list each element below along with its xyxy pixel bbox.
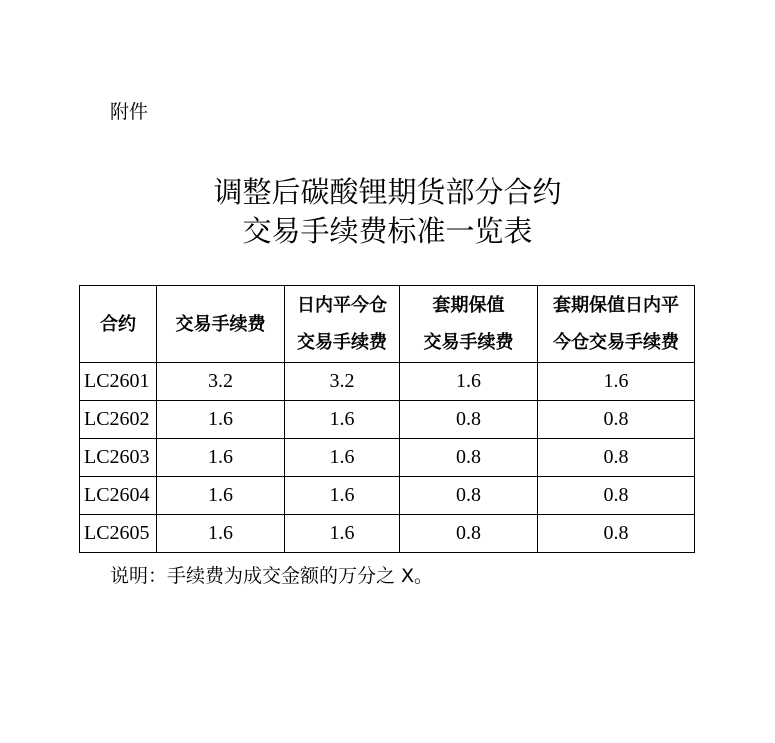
cell-contract: LC2602: [80, 401, 157, 439]
cell-trading-fee: 3.2: [157, 363, 285, 401]
cell-hedging-intraday-close-fee: 0.8: [538, 477, 695, 515]
table-row: [80, 363, 695, 401]
attachment-label: 附件: [110, 101, 149, 123]
header-trading-fee: [157, 286, 285, 363]
fee-note: 说明：手续费为成交金额的万分之 X。: [110, 565, 434, 587]
cell-hedging-intraday-close-fee: 1.6: [538, 363, 695, 401]
header-hedging-fee-line-1: 套期保值: [432, 295, 505, 316]
header-hedging-intraday-close-fee-line-2: 今仓交易手续费: [553, 332, 679, 353]
header-hedging-fee: [400, 286, 538, 363]
header-hedging-fee-line-2: 交易手续费: [423, 332, 514, 353]
fee-table: [79, 285, 695, 553]
cell-contract: LC2603: [80, 439, 157, 477]
cell-intraday-close-fee: 1.6: [285, 515, 400, 553]
cell-hedging-intraday-close-fee: 0.8: [538, 515, 695, 553]
cell-hedging-intraday-close-fee: 0.8: [538, 439, 695, 477]
table-header-row: [80, 286, 695, 363]
cell-intraday-close-fee: 1.6: [285, 477, 400, 515]
header-contract: [80, 286, 157, 363]
cell-intraday-close-fee: 1.6: [285, 401, 400, 439]
header-intraday-close-fee-line-2: 交易手续费: [297, 332, 387, 353]
cell-contract: LC2604: [80, 477, 157, 515]
cell-hedging-fee: 0.8: [400, 477, 538, 515]
cell-intraday-close-fee: 1.6: [285, 439, 400, 477]
table-row: [80, 401, 695, 439]
header-contract-label: 合约: [100, 313, 136, 335]
header-hedging-intraday-close-fee-line-1: 套期保值日内平: [553, 295, 679, 316]
table-row: [80, 477, 695, 515]
header-trading-fee-label: 交易手续费: [175, 313, 266, 335]
header-hedging-intraday-close-fee: [538, 286, 695, 363]
table-row: [80, 515, 695, 553]
document-title-line-2: 交易手续费标准一览表: [242, 214, 533, 248]
cell-contract: LC2601: [80, 363, 157, 401]
cell-trading-fee: 1.6: [157, 401, 285, 439]
header-intraday-close-fee: [285, 286, 400, 363]
cell-hedging-fee: 0.8: [400, 515, 538, 553]
cell-hedging-fee: 0.8: [400, 439, 538, 477]
header-intraday-close-fee-line-1: 日内平今仓: [297, 295, 387, 316]
cell-intraday-close-fee: 3.2: [285, 363, 400, 401]
cell-trading-fee: 1.6: [157, 439, 285, 477]
cell-trading-fee: 1.6: [157, 477, 285, 515]
cell-hedging-fee: 0.8: [400, 401, 538, 439]
table-row: [80, 439, 695, 477]
cell-trading-fee: 1.6: [157, 515, 285, 553]
cell-hedging-intraday-close-fee: 0.8: [538, 401, 695, 439]
document-title-line-1: 调整后碳酸锂期货部分合约: [213, 175, 562, 209]
cell-hedging-fee: 1.6: [400, 363, 538, 401]
cell-contract: LC2605: [80, 515, 157, 553]
document-title: [0, 173, 775, 251]
